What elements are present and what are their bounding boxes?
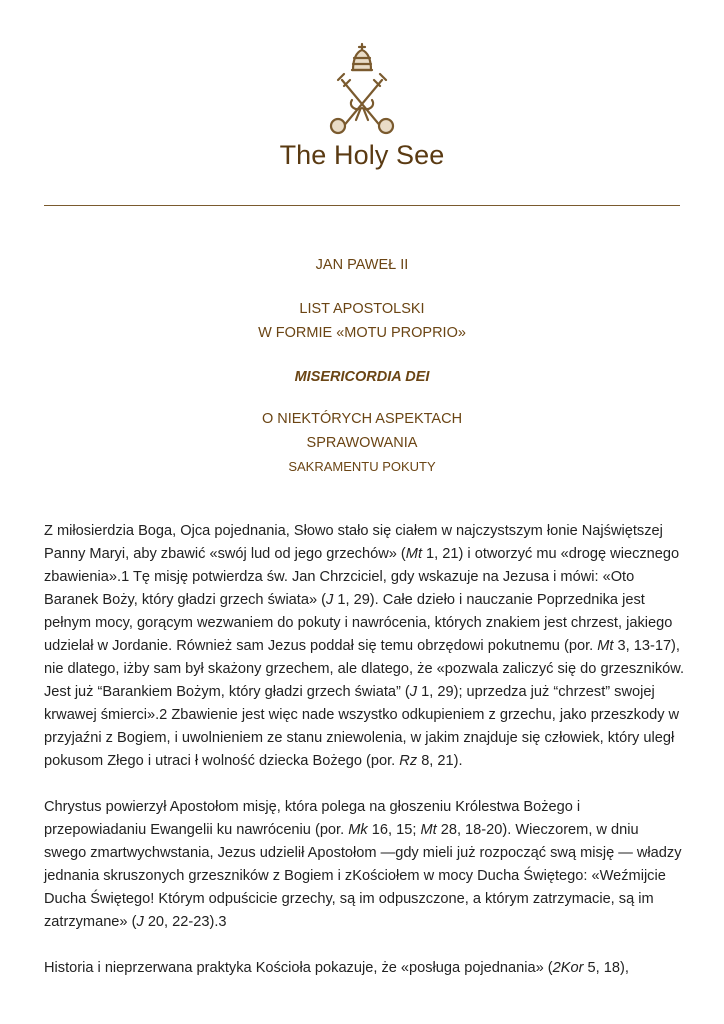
text-run: Chrystus powierzył Apostołom misję, która polega na głoszeniu Królestwa Bożego i przepowiadaniu Ewangelii ku nawróceniu (por. <box>44 799 581 838</box>
document-type-line-2: W FORMIE «MOTU PROPRIO» <box>258 325 466 341</box>
site-title[interactable]: The Holy See <box>279 140 445 170</box>
paragraph-1 <box>44 520 684 773</box>
text-run: 5, 18), <box>583 960 629 976</box>
paragraph-2 <box>44 796 684 934</box>
bible-ref: Mt <box>597 638 614 654</box>
document-type-line-1: LIST APOSTOLSKI <box>299 301 425 317</box>
text-run: 3, 13-17), nie dlatego, iżby sam był skażony grzechem, ale dlatego, że «pozwala zaliczyć się do grzeszników. Jest już “Barankiem Bożym, który gładzi grzech świata” ( <box>44 638 685 700</box>
text-run: 1, 29). Całe dzieło i nauczanie Poprzednika jest pełnym mocy, gorącym wezwaniem do pokuty i nawrócenia, których znakiem jest chrzest, jakiego udzielał w Jordanie. Również sam Jezus poddał się temu obrzędowi pokutnemu (por. <box>44 592 673 654</box>
header-divider <box>44 205 680 206</box>
document-subtitle-line-1: O NIEKTÓRYCH ASPEKTACH <box>261 411 463 427</box>
text-run: 20, 22-23).3 <box>143 914 227 930</box>
text-run: 8, 21). <box>417 753 463 769</box>
document-author: JAN PAWEŁ II <box>315 257 409 273</box>
text-run: 1, 21) i otworzyć mu «drogę wiecznego zbawienia».1 Tę misję potwierdza św. Jan Chrzciciel, gdy wskazuje na Jezusa i mówi: «Oto Baranek Boży, który gładzi grzech świata» ( <box>44 546 680 608</box>
document-title: MISERICORDIA DEI <box>294 369 430 385</box>
bible-ref: Rz <box>399 753 418 769</box>
document-type <box>0 297 724 345</box>
paragraph-3 <box>44 957 684 980</box>
papal-keys-tiara-icon <box>322 40 402 136</box>
bible-ref: J <box>409 684 418 700</box>
text-run: 28, 18-20). Wieczorem, w dniu swego zmartwychwstania, Jezus udzielił Apostołom —gdy mieli już rozpocząć swą misję — władzy jednania skruszonych grzeszników z Bogiem i zKościołem w mocy Ducha Świętego: «Weźmijcie Ducha Świętego! Którym odpuścicie grzechy, są im odpuszczone, a którym zatrzymacie, są im zatrzymane» ( <box>44 822 682 930</box>
bible-ref: 2Kor <box>552 960 584 976</box>
document-subtitle-line-3: SAKRAMENTU POKUTY <box>288 459 436 474</box>
text-run: Historia i nieprzerwana praktyka Kościoła pokazuje, że «posługa pojednania» ( <box>44 960 553 976</box>
bible-ref: Mk <box>348 822 368 838</box>
bible-ref: J <box>136 914 144 930</box>
bible-ref: Mt <box>405 546 422 562</box>
document-body <box>44 520 684 1003</box>
text-run: 16, 15; <box>367 822 421 838</box>
text-run: Z miłosierdzia Boga, Ojca pojednania, Słowo stało się ciałem w najczystszym łonie Najświętszej Panny Maryi, aby zbawić «swój lud od jego grzechów» ( <box>44 523 663 562</box>
document-subtitle <box>0 407 724 479</box>
bible-ref: Mt <box>420 822 437 838</box>
bible-ref: J <box>326 592 334 608</box>
text-run: 1, 29); uprzedza już “chrzest” swojej krwawej śmierci».2 Zbawienie jest więc nade wszystko odkupieniem z grzechu, jako przeszkody w przyjaźni z Bogiem, i uwolnieniem ze stanu zniewolenia, w jakim znajduje się człowiek, który uległ pokusom Złego i utraci ł wolność dziecka Bożego (por. <box>44 684 680 769</box>
document-subtitle-line-2: SPRAWOWANIA <box>306 435 418 451</box>
